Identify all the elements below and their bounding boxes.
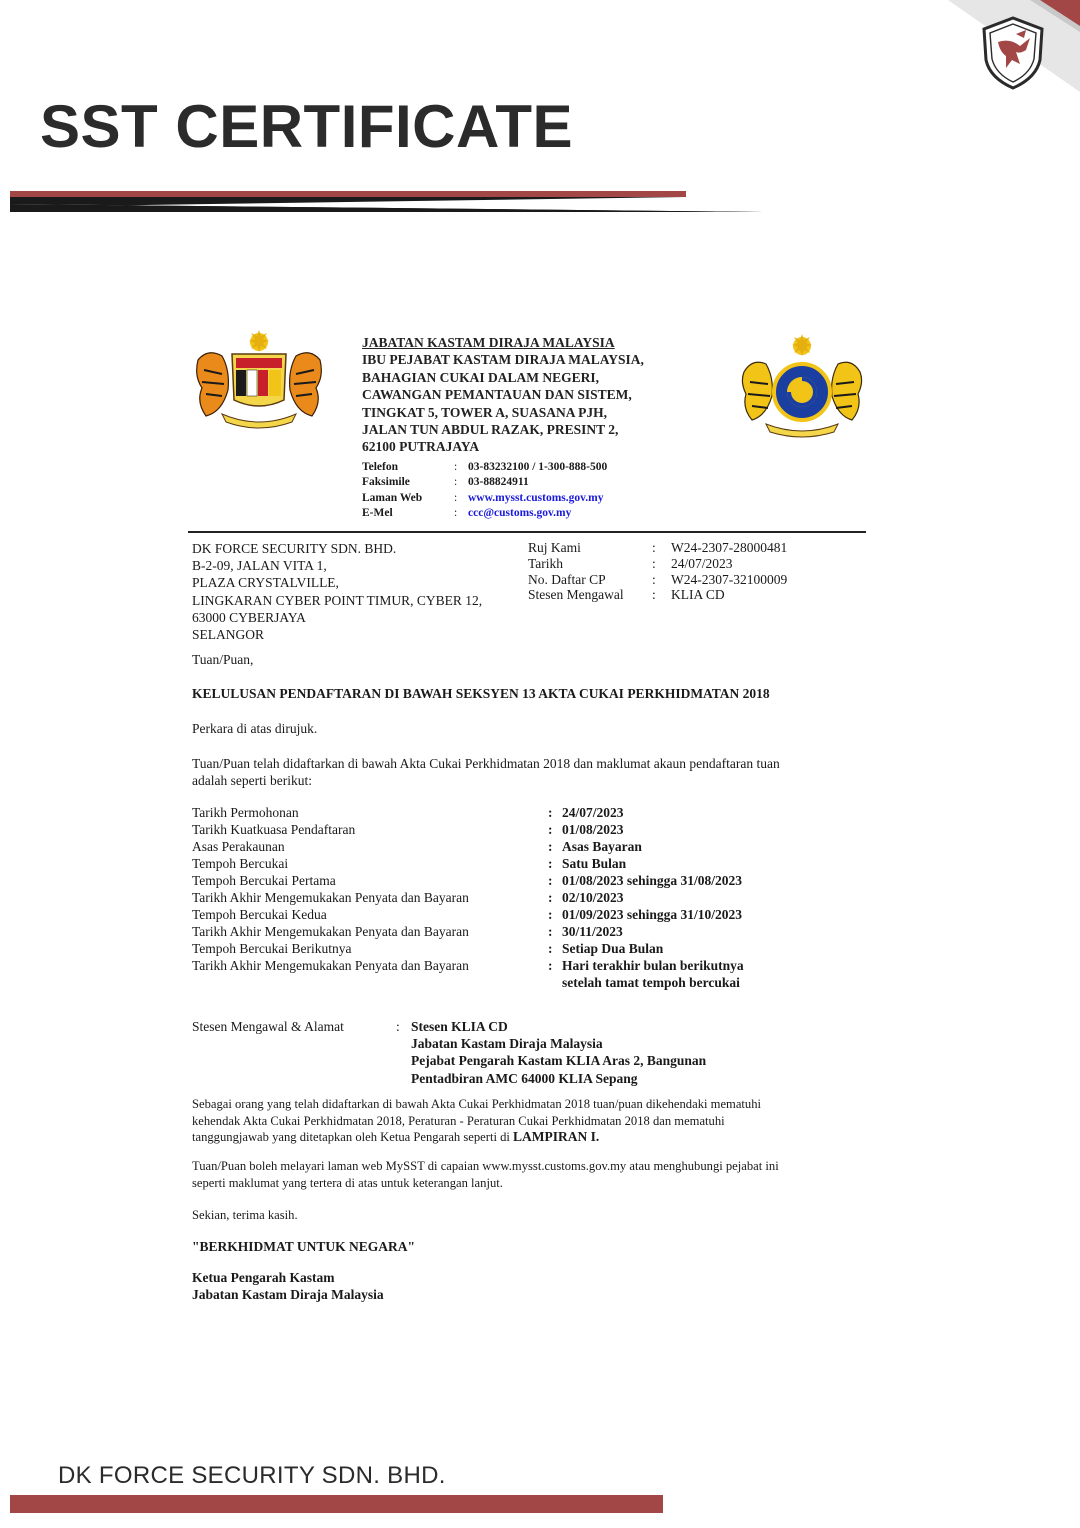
station-line: Jabatan Kastam Diraja Malaysia — [411, 1036, 603, 1052]
reference-colon: : — [652, 555, 656, 571]
salutation: Tuan/Puan, — [192, 652, 254, 667]
detail-row — [192, 855, 744, 872]
detail-label: Tarikh Akhir Mengemukakan Penyata dan Bayaran — [192, 958, 469, 973]
paragraph-line — [192, 1129, 761, 1146]
station-colon: : — [396, 1019, 400, 1034]
detail-colon: : — [548, 958, 553, 973]
detail-colon: : — [548, 856, 553, 871]
contact-value: 03-88824911 — [468, 476, 529, 489]
recipient-line: DK FORCE SECURITY SDN. BHD. — [192, 541, 397, 556]
detail-row — [192, 940, 744, 957]
reference-value: W24-2307-28000481 — [671, 540, 788, 555]
station-line: Pentadbiran AMC 64000 KLIA Sepang — [411, 1070, 638, 1086]
detail-label: Tempoh Bercukai Pertama — [192, 873, 336, 888]
letterhead-line: IBU PEJABAT KASTAM DIRAJA MALAYSIA, — [362, 352, 644, 368]
footer-band — [10, 1495, 663, 1513]
detail-value: 01/09/2023 sehingga 31/10/2023 — [562, 907, 743, 922]
registration-paragraph — [192, 755, 780, 789]
contact-label: Laman Web — [362, 491, 423, 504]
recipient-line: LINGKARAN CYBER POINT TIMUR, CYBER 12, — [192, 592, 483, 608]
reference-row — [528, 556, 787, 572]
recipient-address — [192, 540, 482, 643]
reference-block — [528, 540, 787, 603]
detail-label: Tarikh Kuatkuasa Pendaftaran — [192, 822, 356, 837]
detail-colon: : — [548, 907, 553, 922]
paragraph-line: seperti maklumat yang tertera di atas untuk keterangan lanjut. — [192, 1175, 503, 1190]
station-row — [192, 1018, 706, 1035]
motto: "BERKHIDMAT UNTUK NEGARA" — [192, 1239, 416, 1254]
reference-label: No. Daftar CP — [528, 571, 606, 587]
supervising-station — [192, 1018, 706, 1087]
detail-colon: : — [548, 873, 553, 888]
station-line: Stesen KLIA CD — [411, 1019, 508, 1034]
contact-colon: : — [454, 491, 458, 504]
station-row — [192, 1070, 706, 1087]
letterhead-line: JALAN TUN ABDUL RAZAK, PRESINT 2, — [362, 422, 619, 438]
reference-value: 24/07/2023 — [671, 555, 733, 571]
letterhead-address — [362, 334, 644, 456]
detail-colon: : — [548, 941, 553, 956]
letterhead-line: BAHAGIAN CUKAI DALAM NEGERI, — [362, 369, 600, 385]
detail-label: Tempoh Bercukai Kedua — [192, 907, 327, 922]
station-line: Pejabat Pengarah Kastam KLIA Aras 2, Bangunan — [411, 1053, 707, 1069]
header-divider — [0, 185, 780, 215]
signatory-title: Ketua Pengarah Kastam — [192, 1270, 335, 1285]
detail-label: Tempoh Bercukai — [192, 856, 289, 871]
letterhead-line: 62100 PUTRAJAYA — [362, 439, 480, 455]
detail-row — [192, 889, 744, 906]
subject-heading: KELULUSAN PENDAFTARAN DI BAWAH SEKSYEN 13 AKTA CUKAI PERKHIDMATAN 2018 — [192, 686, 770, 701]
email-link[interactable]: ccc@customs.gov.my — [468, 507, 572, 520]
reference-value: W24-2307-32100009 — [671, 571, 788, 587]
contact-colon: : — [454, 507, 458, 520]
royal-customs-emblem-icon — [738, 332, 866, 440]
detail-colon: : — [548, 822, 553, 837]
recipient-line: B-2-09, JALAN VITA 1, — [192, 558, 327, 574]
letterhead-line: JABATAN KASTAM DIRAJA MALAYSIA — [362, 335, 615, 350]
contact-label: Faksimile — [362, 476, 410, 489]
registration-details — [192, 804, 744, 991]
detail-value: 30/11/2023 — [562, 924, 623, 939]
contact-label: E-Mel — [362, 507, 393, 520]
letterhead-line: TINGKAT 5, TOWER A, SUASANA PJH, — [362, 404, 608, 420]
reference-label: Stesen Mengawal — [528, 587, 624, 603]
letterhead-contacts — [362, 460, 607, 522]
detail-row — [192, 804, 744, 821]
reference-value: KLIA CD — [671, 587, 725, 603]
detail-value: 01/08/2023 sehingga 31/08/2023 — [562, 873, 743, 888]
detail-row — [192, 838, 744, 855]
paragraph-line: Tuan/Puan telah didaftarkan di bawah Akta Cukai Perkhidmatan 2018 dan maklumat akaun pendaftaran tuan — [192, 756, 780, 771]
detail-label: Tarikh Permohonan — [192, 805, 299, 820]
station-row — [192, 1052, 706, 1069]
reference-colon: : — [652, 587, 656, 603]
detail-row — [192, 906, 744, 923]
contact-colon: : — [454, 461, 458, 473]
website-paragraph — [192, 1158, 779, 1191]
station-row — [192, 1035, 706, 1052]
recipient-line: 63000 CYBERJAYA — [192, 609, 306, 625]
detail-colon: : — [548, 890, 553, 905]
detail-value: Hari terakhir bulan berikutnya — [562, 958, 744, 973]
reference-colon: : — [652, 540, 656, 555]
detail-colon: : — [548, 924, 553, 939]
paragraph-line: kehendak Akta Cukai Perkhidmatan 2018, Peraturan - Peraturan Cukai Perkhidmatan 2018 dan mematuhi — [192, 1113, 725, 1128]
footer-company-name: DK FORCE SECURITY SDN. BHD. — [58, 1462, 446, 1489]
recipient-line: PLAZA CRYSTALVILLE, — [192, 575, 339, 591]
recipient-line: SELANGOR — [192, 627, 265, 643]
appendix-reference: LAMPIRAN I. — [513, 1129, 600, 1145]
eagle-shield-logo-icon — [980, 16, 1046, 90]
paragraph-text: tanggungjawab yang ditetapkan oleh Ketua Pengarah seperti di — [192, 1130, 514, 1145]
detail-label: Tempoh Bercukai Berikutnya — [192, 941, 352, 956]
contact-colon: : — [454, 476, 458, 489]
closing-text: Sekian, terima kasih. — [192, 1208, 298, 1222]
intro-text: Perkara di atas dirujuk. — [192, 721, 318, 736]
detail-value: 02/10/2023 — [562, 890, 624, 905]
reference-row — [528, 587, 787, 603]
detail-row — [192, 923, 744, 940]
paragraph-line: adalah seperti berikut: — [192, 773, 312, 788]
reference-label: Ruj Kami — [528, 540, 581, 555]
detail-value: Setiap Dua Bulan — [562, 941, 664, 956]
detail-label: Tarikh Akhir Mengemukakan Penyata dan Bayaran — [192, 924, 469, 939]
contact-label: Telefon — [362, 461, 398, 473]
detail-row-continuation — [192, 974, 744, 991]
reference-row — [528, 572, 787, 588]
detail-colon: : — [548, 805, 553, 820]
website-link[interactable]: www.mysst.customs.gov.my — [468, 491, 604, 504]
paragraph-line: Tuan/Puan boleh melayari laman web MySST di capaian www.mysst.customs.gov.my atau menghubungi pejabat ini — [192, 1159, 779, 1173]
contact-value: 03-83232100 / 1-300-888-500 — [468, 461, 608, 473]
reference-colon: : — [652, 571, 656, 587]
malaysia-coat-of-arms-icon — [192, 330, 326, 430]
detail-value: Asas Bayaran — [562, 839, 642, 854]
page-title: SST CERTIFICATE — [40, 93, 574, 160]
contact-row-website — [362, 491, 607, 506]
detail-row — [192, 957, 744, 974]
signatory-department: Jabatan Kastam Diraja Malaysia — [192, 1287, 384, 1302]
compliance-paragraph — [192, 1096, 761, 1146]
detail-label: Asas Perakaunan — [192, 839, 285, 854]
detail-value: 01/08/2023 — [562, 822, 624, 837]
reference-row — [528, 540, 787, 556]
detail-label: Tarikh Akhir Mengemukakan Penyata dan Bayaran — [192, 890, 469, 905]
detail-row — [192, 872, 744, 889]
detail-value: 24/07/2023 — [562, 805, 624, 820]
letterhead-divider — [188, 531, 866, 533]
station-label: Stesen Mengawal & Alamat — [192, 1019, 344, 1034]
detail-row — [192, 821, 744, 838]
letterhead-line: CAWANGAN PEMANTAUAN DAN SISTEM, — [362, 387, 632, 403]
contact-row-email — [362, 506, 607, 521]
contact-row-faksimile — [362, 475, 607, 490]
detail-value: setelah tamat tempoh bercukai — [562, 975, 740, 990]
paragraph-line: Sebagai orang yang telah didaftarkan di bawah Akta Cukai Perkhidmatan 2018 tuan/puan dikehendaki mematuhi — [192, 1097, 762, 1111]
contact-row-telefon — [362, 460, 607, 475]
detail-colon: : — [548, 839, 553, 854]
detail-value: Satu Bulan — [562, 856, 627, 871]
reference-label: Tarikh — [528, 555, 564, 571]
